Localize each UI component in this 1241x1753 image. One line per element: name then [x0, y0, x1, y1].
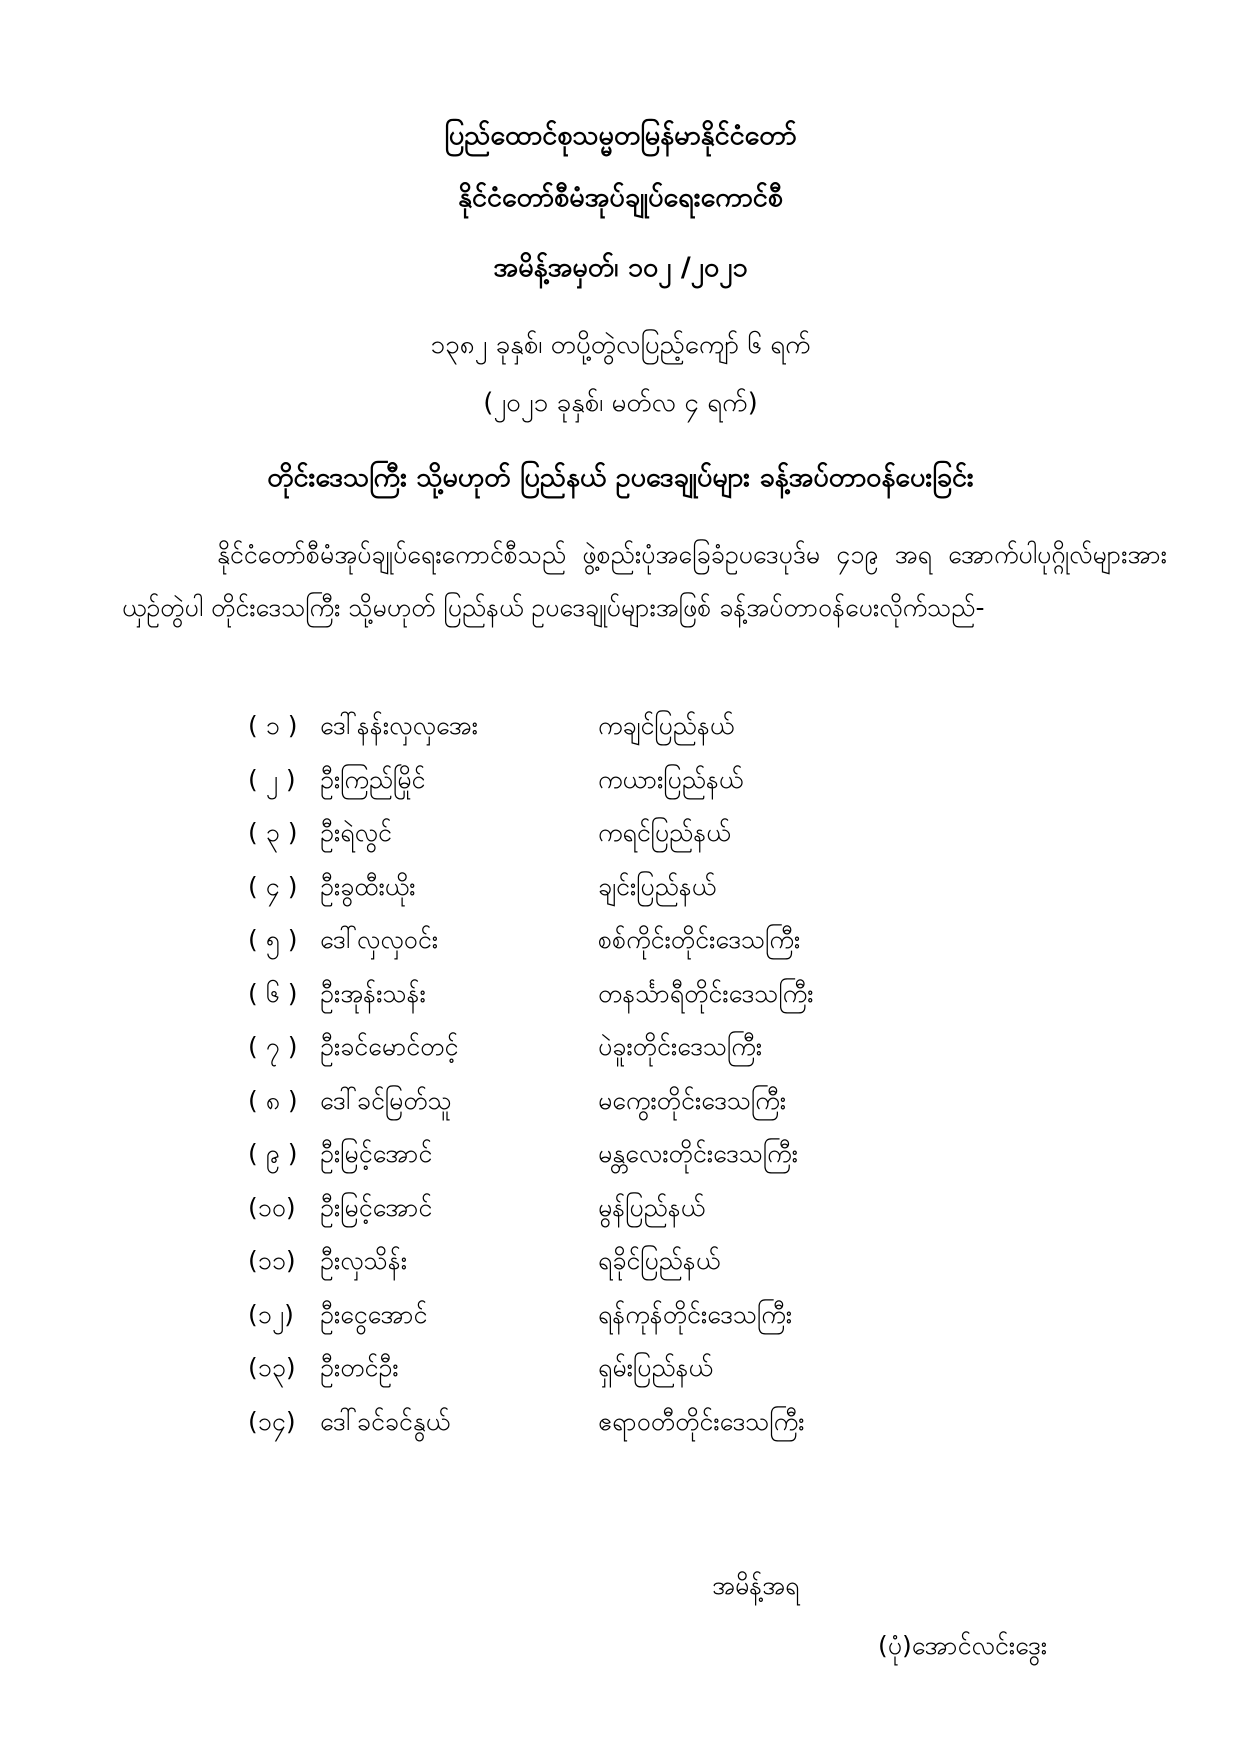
appointee-row — [0, 1138, 1241, 1188]
appointee-name: ဦးကြည်မြိုင် — [320, 765, 426, 794]
appointee-row — [0, 871, 1241, 921]
appointee-name: ဦးခင်မောင်တင့် — [320, 1032, 459, 1061]
appointee-number: (၁၀) — [248, 1193, 296, 1222]
appointee-number: (၁၃) — [248, 1353, 296, 1382]
appointee-name: ဒေါ်နန်းလှလှအေး — [320, 711, 478, 740]
appointee-number: ( ၅ ) — [248, 925, 298, 954]
appointee-number: ( ၄ ) — [248, 872, 298, 901]
appointee-post: စစ်ကိုင်းတိုင်းဒေသကြီး — [598, 925, 801, 954]
appointee-row — [0, 924, 1241, 974]
appointee-post: ကရင်ပြည်နယ် — [598, 818, 731, 847]
appointee-row — [0, 1406, 1241, 1456]
appointee-name: ဦးလှသိန်း — [320, 1246, 408, 1275]
appointee-number: ( ၈ ) — [248, 1086, 298, 1115]
subject-heading: တိုင်းဒေသကြီး သို့မဟုတ် ပြည်နယ် ဥပဒေချုပ်များ ခန့်အပ်တာဝန်ပေးခြင်း — [267, 462, 974, 493]
appointee-row — [0, 978, 1241, 1028]
order-number: အမိန့်အမှတ်၊ ၁၀၂ /၂၀၂၁ — [493, 252, 748, 283]
appointee-post: ကချင်ပြည်နယ် — [598, 711, 735, 740]
body-paragraph: နိုင်ငံတော်စီမံအုပ်ချုပ်ရေးကောင်စီသည် ဖွဲ့စည်းပုံအခြေခံဥပဒေပုဒ်မ ၄၁၉ အရ အောက်ပါပုဂ္ဂိုလ်များအား ယှဉ်တွဲပါ တိုင်းဒေသကြီး သို့မဟုတ် ပြည်နယ် ဥပဒေချုပ်များအဖြစ် ခန့်အပ်တာဝန်ပေးလိုက်သည်- — [122, 540, 1167, 622]
date-gregorian: (၂၀၂၁ ခုနှစ်၊ မတ်လ ၄ ရက်) — [483, 388, 758, 418]
appointee-post: ရှမ်းပြည်နယ် — [598, 1353, 713, 1382]
appointee-name: ဦးတင်ဦး — [320, 1353, 399, 1382]
appointee-name: ဦးရဲလွင် — [320, 818, 392, 847]
appointee-row — [0, 1299, 1241, 1349]
appointee-row — [0, 764, 1241, 814]
appointee-name: ဦးမြင့်အောင် — [320, 1139, 433, 1168]
appointee-number: ( ၉ ) — [248, 1139, 298, 1168]
appointee-number: (၁၄) — [248, 1407, 296, 1436]
appointee-name: ဒေါ်ခင်မြတ်သူ — [320, 1086, 452, 1115]
header-council: နိုင်ငံတော်စီမံအုပ်ချုပ်ရေးကောင်စီ — [458, 182, 783, 213]
appointee-row — [0, 1245, 1241, 1295]
appointee-post: ပဲခူးတိုင်းဒေသကြီး — [598, 1032, 763, 1061]
appointee-row — [0, 1192, 1241, 1242]
appointee-name: ဒေါ်ခင်ခင်နွယ် — [320, 1407, 450, 1436]
appointee-number: ( ၇ ) — [248, 1032, 298, 1061]
appointee-name: ဦးအုန်းသန်း — [320, 979, 426, 1008]
appointee-name: ဦးငွေအောင် — [320, 1300, 428, 1329]
appointee-number: ( ၂ ) — [248, 765, 296, 794]
date-myanmar: ၁၃၈၂ ခုနှစ်၊ တပို့တွဲလပြည့်ကျော် ၆ ရက် — [430, 330, 811, 360]
appointee-post: ကယားပြည်နယ် — [598, 765, 744, 794]
appointee-post: ဧရာဝတီတိုင်းဒေသကြီး — [598, 1407, 805, 1436]
appointee-number: (၁၁) — [248, 1246, 296, 1275]
appointee-row — [0, 817, 1241, 867]
appointee-post: မန္တလေးတိုင်းဒေသကြီး — [598, 1139, 798, 1168]
appointee-row — [0, 1031, 1241, 1081]
appointee-row — [0, 710, 1241, 760]
appointee-post: တနင်္သာရီတိုင်းဒေသကြီး — [598, 979, 814, 1008]
appointee-post: ရခိုင်ပြည်နယ် — [598, 1246, 721, 1275]
appointee-post: မွန်ပြည်နယ် — [598, 1193, 706, 1222]
appointee-post: မကွေးတိုင်းဒေသကြီး — [598, 1086, 787, 1115]
appointee-name: ဦးခွထီးယိုး — [320, 872, 416, 901]
appointee-number: ( ၃ ) — [248, 818, 298, 847]
appointee-number: ( ၆ ) — [248, 979, 298, 1008]
header-title: ပြည်ထောင်စုသမ္မတမြန်မာနိုင်ငံတော် — [444, 120, 797, 151]
appointee-post: ချင်းပြည်နယ် — [598, 872, 717, 901]
appointee-number: ( ၁ ) — [248, 711, 298, 740]
signature-name: (ပုံ)အောင်လင်းဒွေး — [878, 1631, 1048, 1660]
appointee-row — [0, 1352, 1241, 1402]
appointee-name: ဦးမြင့်အောင် — [320, 1193, 433, 1222]
appointee-row — [0, 1085, 1241, 1135]
appointee-post: ရန်ကုန်တိုင်းဒေသကြီး — [598, 1300, 793, 1329]
appointee-number: (၁၂) — [248, 1300, 294, 1329]
appointee-name: ဒေါ်လှလှဝင်း — [320, 925, 439, 954]
signature-order-line: အမိန့်အရ — [712, 1571, 800, 1600]
